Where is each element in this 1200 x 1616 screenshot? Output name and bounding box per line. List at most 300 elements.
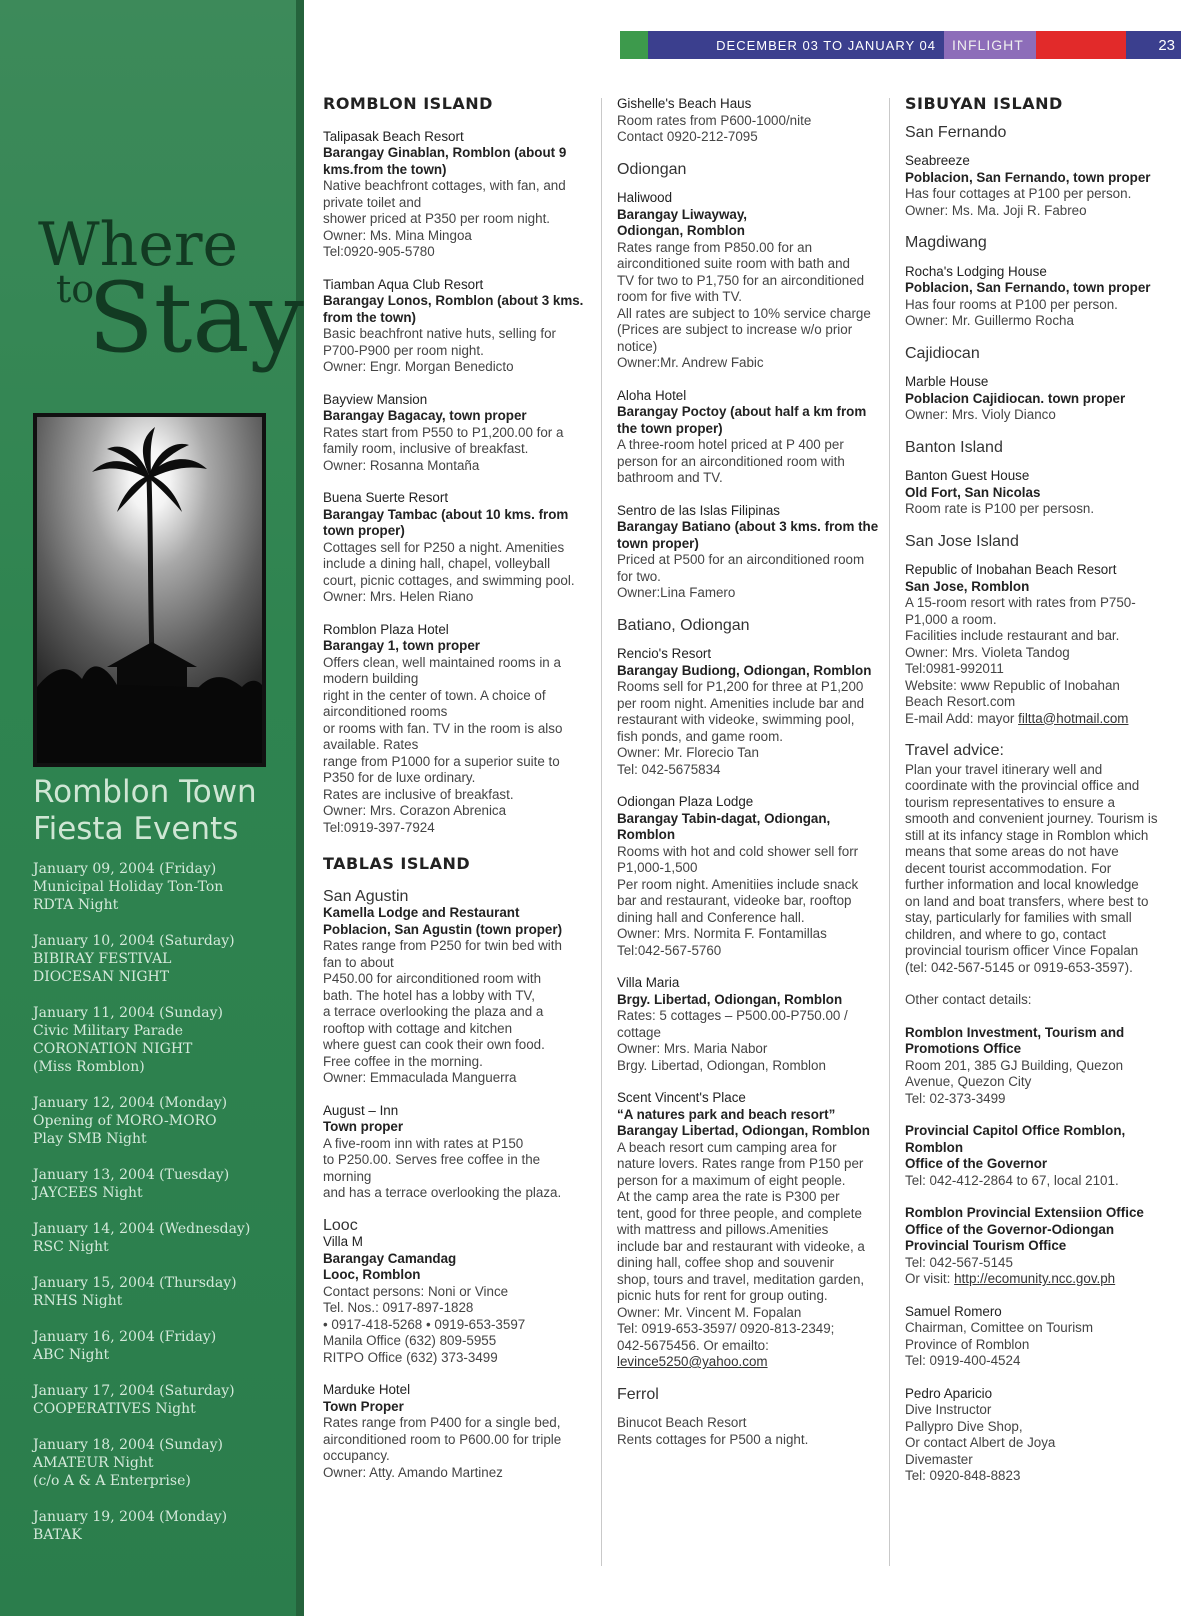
advice-line: provincial tourism officer Vince Fopalan	[905, 943, 1139, 958]
event-description: RDTA Night	[33, 897, 119, 913]
san-agustin-heading: San Agustin	[323, 887, 409, 905]
listing-detail: cottage	[617, 1024, 661, 1040]
listing-detail: Tel: 042-5675834	[617, 761, 721, 777]
event-description: Civic Military Parade	[33, 1023, 184, 1039]
listing-address: kms.from the town)	[323, 161, 447, 177]
listing-detail: Free coffee in the morning.	[323, 1053, 483, 1069]
listing-detail: Has four cottages at P100 per person.	[905, 186, 1132, 201]
sidebar-stripe	[296, 0, 304, 1616]
listing-detail: fish ponds, and game room.	[617, 728, 783, 744]
listing-name: Villa M	[323, 1234, 363, 1249]
listing-detail: Tel:0919-397-7924	[323, 819, 435, 835]
listing-detail: Tel: 0920-848-8823	[905, 1468, 1021, 1483]
fiesta-events-title	[33, 774, 293, 848]
tablas-island-heading: TABLAS ISLAND	[323, 854, 471, 873]
listing-link-line	[617, 1354, 889, 1371]
listing-detail: person for a maximum of eight people.	[617, 1172, 846, 1188]
where-to-stay-title	[38, 210, 304, 405]
listing-detail: to P250.00. Serves free coffee in the morning	[323, 1152, 541, 1184]
listing-detail: Owner: Atty. Amando Martinez	[323, 1464, 503, 1480]
advice-line: coordinate with the provincial office and	[905, 778, 1140, 793]
listing-detail: Rents cottages for P500 a night.	[617, 1431, 809, 1447]
event-description: RSC Night	[33, 1239, 109, 1255]
listing-entry	[617, 190, 889, 372]
listing-detail: Brgy. Libertad, Odiongan, Romblon	[617, 1057, 826, 1073]
listing-entry	[905, 468, 1177, 518]
listing-address: Town Proper	[323, 1398, 404, 1414]
listing-address: Kamella Lodge and Restaurant	[323, 905, 520, 920]
event-description: BATAK	[33, 1527, 82, 1543]
advice-line: stay, particularly for families with small	[905, 910, 1132, 925]
listing-address: Provincial Capitol Office Romblon,	[905, 1123, 1126, 1138]
fiesta-title-line1: Romblon Town	[33, 774, 257, 810]
listing-name: Pedro Aparicio	[905, 1385, 993, 1401]
listing-detail: Tel. Nos.: 0917-897-1828	[323, 1300, 474, 1315]
listing-detail: Tel: 042-567-5145	[905, 1254, 1013, 1270]
listing-detail: Owner: Mr. Florecio Tan	[617, 745, 759, 760]
column-1	[323, 96, 591, 1497]
listing-name: Villa Maria	[617, 975, 680, 990]
event-description: DIOCESAN NIGHT	[33, 969, 170, 985]
advice-line: further information and local knowledge	[905, 877, 1139, 892]
listing-detail: bathroom and TV.	[617, 470, 723, 485]
listing-entry	[905, 562, 1177, 727]
listing-detail: Binucot Beach Resort	[617, 1415, 747, 1430]
listing-detail: court, picnic cottages, and swimming pool.	[323, 572, 575, 588]
listing-name: Seabreeze	[905, 153, 970, 168]
listing-detail: include bar and restaurant with videoke, a	[617, 1238, 865, 1254]
listing-detail: Owner: Mr. Guillermo Rocha	[905, 313, 1074, 328]
listing-detail: bar and restaurant, videoke bar, rooftop	[617, 893, 852, 908]
listing-name: Tiamban Aqua Club Resort	[323, 276, 484, 292]
listing-detail: Or contact Albert de Joya	[905, 1435, 1056, 1450]
listing-entry	[905, 1386, 1177, 1485]
other-contacts-label: Other contact details:	[905, 992, 1032, 1007]
listing-detail: Offers clean, well maintained rooms in a	[323, 654, 561, 670]
listing-detail: Manila Office (632) 809-5955	[323, 1333, 497, 1348]
listing-detail: Contact persons: Noni or Vince	[323, 1283, 509, 1299]
listing-address: Poblacion, San Agustin (town proper)	[323, 921, 563, 937]
listing-name: Odiongan Plaza Lodge	[617, 794, 754, 809]
listing-detail: Owner: Mrs. Corazon Abrenica	[323, 803, 507, 818]
listing-detail: Per room night. Amenitiies include snack	[617, 876, 859, 892]
listing-detail: Rooms sell for P1,200 for three at P1,200	[617, 679, 864, 694]
listing-detail: Owner: Mrs. Maria Nabor	[617, 1041, 768, 1056]
event-date: January 16, 2004 (Friday)	[33, 1329, 217, 1345]
listing-address: Barangay Poctoy (about half a km from	[617, 404, 867, 419]
listing-detail: Owner: Rosanna Montaña	[323, 457, 480, 473]
san-fernando-entries	[905, 153, 1177, 219]
cajidiocan-heading: Cajidiocan	[905, 344, 980, 362]
ferrol-heading: Ferrol	[617, 1385, 659, 1403]
listing-detail: range from P1000 for a superior suite to	[323, 753, 560, 769]
listing-name: Buena Suerte Resort	[323, 490, 449, 505]
listing-detail: Rooms with hot and cold shower sell forr	[617, 843, 859, 859]
listing-address: the town proper)	[617, 420, 723, 436]
listing-detail: tent, good for three people, and complete	[617, 1205, 862, 1221]
listing-link-line	[905, 1271, 1177, 1288]
listing-detail: shower priced at P350 per room night.	[323, 211, 551, 226]
magdiwang-entries	[905, 264, 1177, 330]
listing-name: Rocha's Lodging House	[905, 263, 1047, 279]
listing-detail: Cottages sell for P250 a night. Amenities	[323, 539, 565, 555]
listing-address: “A natures park and beach resort”	[617, 1106, 836, 1122]
listing-detail: Divemaster	[905, 1451, 973, 1467]
listing-name: Aloha Hotel	[617, 387, 687, 403]
listing-detail: airconditioned room to P600.00 for triple	[323, 1431, 562, 1447]
listing-detail: P700-P900 per room night.	[323, 342, 484, 358]
listing-address: Office of the Governor	[905, 1156, 1048, 1171]
listing-detail: Rates range from P250 for twin bed with	[323, 938, 562, 953]
listing-entry	[617, 1090, 889, 1371]
listing-address: Barangay Ginablan, Romblon (about 9	[323, 145, 567, 160]
listing-name: Marduke Hotel	[323, 1382, 411, 1397]
looc-entries	[323, 1234, 591, 1481]
listing-detail: Priced at P500 for an airconditioned room	[617, 552, 865, 567]
advice-line: children, and where to go, contact	[905, 926, 1106, 942]
listing-detail: person for an airconditioned room with	[617, 453, 845, 469]
listing-name: August – Inn	[323, 1102, 399, 1118]
listing-detail: (Prices are subject to increase w/o prior notice)	[617, 322, 853, 354]
listing-entry	[905, 1123, 1177, 1189]
listing-entry	[323, 392, 591, 475]
listing-detail: Room rates from P600-1000/nite	[617, 112, 812, 128]
fiesta-event	[33, 1004, 295, 1076]
advice-line: tourism representatives to ensure a	[905, 794, 1115, 810]
odiongan-entries	[617, 190, 889, 602]
banton-heading: Banton Island	[905, 438, 1003, 456]
column-2	[617, 96, 889, 1464]
listing-link-line	[905, 711, 1177, 728]
event-date: January 17, 2004 (Saturday)	[33, 1383, 235, 1399]
contact-entries	[905, 1025, 1177, 1485]
listing-entry	[617, 388, 889, 487]
event-description: Play SMB Night	[33, 1131, 147, 1147]
event-date: January 09, 2004 (Friday)	[33, 861, 217, 877]
romblon-island-heading: ROMBLON ISLAND	[323, 94, 493, 113]
listing-detail: Owner: Mr. Vincent M. Fopalan	[617, 1304, 802, 1320]
listing-entry	[323, 622, 591, 837]
listing-detail: airconditioned rooms	[323, 704, 448, 719]
header-magazine-name: INFLIGHT	[944, 31, 1036, 59]
listing-address: Barangay Tambac (about 10 kms. from	[323, 506, 569, 522]
listing-entry	[905, 264, 1177, 330]
listing-detail: per room night. Amenities include bar and	[617, 695, 865, 711]
listing-address: Romblon	[617, 827, 676, 842]
event-description: RNHS Night	[33, 1293, 123, 1309]
link-prefix: E-mail Add: mayor	[905, 710, 1019, 726]
listing-entry	[905, 374, 1177, 424]
advice-line: decent tourist accommodation. For	[905, 860, 1112, 876]
fiesta-event	[33, 1436, 295, 1490]
advice-line: on land and boat transfers, where best to	[905, 893, 1149, 909]
listing-entry	[905, 1025, 1177, 1108]
listing-address: Barangay Lonos, Romblon (about 3 kms.	[323, 293, 584, 308]
odiongan-heading: Odiongan	[617, 160, 687, 178]
page-header-bar	[620, 31, 1181, 59]
listing-detail: At the camp area the rate is P300 per	[617, 1189, 840, 1204]
listing-address: Old Fort, San Nicolas	[905, 484, 1041, 500]
listing-address: Office of the Governor-Odiongan	[905, 1221, 1115, 1237]
listing-name: Samuel Romero	[905, 1303, 1002, 1319]
listing-detail: Owner: Ms. Mina Mingoa	[323, 227, 472, 243]
fiesta-event	[33, 932, 295, 986]
listing-entry	[323, 277, 591, 376]
advice-line: (tel: 042-567-5145 or 0919-653-3597).	[905, 959, 1133, 975]
listing-detail: P1,000 a room.	[905, 611, 997, 627]
listing-detail: Owner: Mrs. Helen Riano	[323, 589, 474, 604]
listing-detail: Rates are inclusive of breakfast.	[323, 786, 514, 802]
listing-address: Barangay Liwayway,	[617, 206, 747, 222]
column-divider	[889, 98, 890, 1566]
listing-name: Republic of Inobahan Beach Resort	[905, 562, 1117, 577]
advice-line: still at its infancy stage in Romblon which	[905, 827, 1149, 843]
event-description: Opening of MORO-MORO	[33, 1113, 217, 1129]
listing-entry	[323, 490, 591, 606]
listing-detail: Owner:Lina Famero	[617, 585, 736, 600]
listing-detail: Owner: Ms. Ma. Joji R. Fabreo	[905, 202, 1087, 218]
listing-detail: A five-room inn with rates at P150	[323, 1135, 524, 1151]
listing-detail: private toilet and	[323, 194, 422, 210]
listing-detail: Tel: 02-373-3499	[905, 1090, 1006, 1106]
event-date: January 14, 2004 (Wednesday)	[33, 1221, 251, 1237]
listing-detail: Owner: Mrs. Violy Dianco	[905, 407, 1056, 422]
ferrol-entries	[617, 1415, 889, 1448]
advice-line: Plan your travel itinerary well and	[905, 761, 1103, 777]
fiesta-event	[33, 1274, 295, 1310]
listing-detail: right in the center of town. A choice of	[323, 687, 546, 703]
listing-detail: Room 201, 385 GJ Building, Quezon	[905, 1057, 1124, 1073]
listing-detail: Native beachfront cottages, with fan, and	[323, 178, 566, 193]
listing-detail: airconditioned suite room with bath and	[617, 256, 850, 271]
event-date: January 18, 2004 (Sunday)	[33, 1437, 223, 1453]
sidebar	[0, 0, 304, 1616]
listing-detail: Rates start from P550 to P1,200.00 for a	[323, 424, 564, 440]
palm-tree-photo	[33, 413, 266, 767]
listing-detail: Owner: Mrs. Violeta Tandog	[905, 644, 1070, 660]
link-prefix: Or visit:	[905, 1271, 955, 1286]
listing-detail: A beach resort cum camping area for	[617, 1139, 837, 1155]
listing-detail: Tel:042-567-5760	[617, 942, 722, 958]
listing-name: Rencio's Resort	[617, 646, 712, 661]
event-description: CORONATION NIGHT	[33, 1041, 193, 1057]
listing-address: Romblon	[905, 1139, 964, 1155]
column-3	[905, 96, 1177, 1501]
advice-line: means that some areas do not have	[905, 844, 1119, 859]
listing-address: town proper)	[617, 535, 699, 551]
listing-detail: A 15-room resort with rates from P750-	[905, 595, 1136, 610]
listing-detail: Owner: Emmaculada Manguerra	[323, 1070, 517, 1085]
listing-entry	[905, 153, 1177, 219]
listing-detail: with mattress and pillows.Amenities	[617, 1222, 829, 1237]
event-description: (c/o A & A Enterprise)	[33, 1473, 191, 1489]
event-description: AMATEUR Night	[33, 1455, 154, 1471]
listing-detail: bath. The hotel has a lobby with TV,	[323, 987, 535, 1003]
listing-entry	[905, 1304, 1177, 1370]
listing-address: Town proper	[323, 1119, 404, 1134]
fiesta-title-line2: Fiesta Events	[33, 811, 239, 847]
listing-address: Odiongan, Romblon	[617, 223, 745, 238]
san-agustin-entries	[323, 905, 591, 1202]
listing-detail: P350 for de luxe ordinary.	[323, 770, 476, 785]
listing-detail: P1,000-1,500	[617, 860, 698, 875]
listing-detail: fan to about	[323, 954, 394, 970]
listing-address: Romblon Investment, Tourism and	[905, 1024, 1125, 1040]
magdiwang-heading: Magdiwang	[905, 234, 987, 251]
event-description: Municipal Holiday Ton-Ton	[33, 879, 224, 895]
listing-name: Banton Guest House	[905, 468, 1030, 483]
listing-detail: where guest can cook their own food.	[323, 1037, 545, 1052]
fiesta-event	[33, 860, 295, 914]
palm-tree-image	[37, 417, 262, 763]
listing-entry	[323, 129, 591, 261]
listing-name: Bayview Mansion	[323, 391, 428, 407]
listing-address: town proper)	[323, 523, 405, 538]
fiesta-event	[33, 1508, 295, 1544]
listing-detail: 042-5675456. Or emailto:	[617, 1337, 769, 1353]
listing-detail: for two.	[617, 568, 661, 584]
listing-detail: RITPO Office (632) 373-3499	[323, 1349, 498, 1365]
listing-address: Barangay 1, town proper	[323, 638, 481, 653]
listing-detail: shop, tours and travel, meditation garden,	[617, 1271, 865, 1287]
listing-detail: All rates are subject to 10% service charge	[617, 305, 871, 321]
banton-entries	[905, 468, 1177, 518]
event-description: BIBIRAY FESTIVAL	[33, 951, 172, 967]
listing-detail: modern building	[323, 671, 419, 686]
listing-name: Marble House	[905, 374, 989, 389]
listing-entry	[323, 1234, 591, 1366]
listing-detail: Contact 0920-212-7095	[617, 129, 758, 144]
listing-detail: Owner: Mrs. Normita F. Fontamillas	[617, 926, 827, 941]
listing-detail: Rates range from P400 for a single bed,	[323, 1415, 561, 1430]
title-where: Where	[38, 210, 239, 280]
listing-entry	[617, 794, 889, 959]
fiesta-event	[33, 1328, 295, 1364]
event-description: COOPERATIVES Night	[33, 1401, 196, 1417]
listing-entry	[617, 503, 889, 602]
listing-address: Barangay Tabin-dagat, Odiongan,	[617, 810, 831, 826]
listing-detail: restaurant with videoke, swimming pool,	[617, 712, 855, 727]
page-number: 23	[1126, 31, 1181, 59]
title-to: to	[56, 267, 95, 311]
event-date: January 12, 2004 (Monday)	[33, 1095, 228, 1111]
batiano-heading: Batiano, Odiongan	[617, 616, 750, 634]
listing-detail: Beach Resort.com	[905, 694, 1016, 709]
listing-address: Brgy. Libertad, Odiongan, Romblon	[617, 991, 843, 1007]
listing-entry	[905, 1205, 1177, 1288]
listing-entry	[323, 1382, 591, 1481]
listing-detail: Owner: Engr. Morgan Benedicto	[323, 359, 514, 374]
header-green-block	[620, 31, 648, 59]
listing-name: Scent Vincent's Place	[617, 1090, 746, 1105]
fiesta-event	[33, 1382, 295, 1418]
listing-address: Looc, Romblon	[323, 1267, 421, 1282]
listing-detail: P450.00 for airconditioned room with	[323, 971, 542, 986]
listing-detail: Tel: 042-412-2864 to 67, local 2101.	[905, 1172, 1119, 1188]
romblon-entries	[323, 129, 591, 837]
listing-detail: Dive Instructor	[905, 1402, 992, 1417]
event-date: January 10, 2004 (Saturday)	[33, 933, 235, 949]
listing-address: Barangay Libertad, Odiongan, Romblon	[617, 1123, 870, 1138]
sibuyan-island-heading: SIBUYAN ISLAND	[905, 94, 1063, 113]
listing-detail: Rates range from P850.00 for an	[617, 239, 813, 255]
listing-detail: nature lovers. Rates range from P150 per	[617, 1156, 864, 1171]
listing-name: Talipasak Beach Resort	[323, 128, 464, 144]
listing-detail: Tel: 0919-400-4524	[905, 1353, 1021, 1368]
listing-detail: dining hall, coffee shop and souvenir	[617, 1255, 835, 1270]
listing-detail: Tel: 0919-653-3597/ 0920-813-2349;	[617, 1321, 835, 1336]
listing-detail: A three-room hotel priced at P 400 per	[617, 437, 844, 452]
listing-address: Promotions Office	[905, 1041, 1022, 1056]
cajidiocan-entries	[905, 374, 1177, 424]
listing-entry	[617, 646, 889, 778]
event-date: January 13, 2004 (Tuesday)	[33, 1167, 230, 1183]
listing-address: from the town)	[323, 309, 416, 325]
contact-link[interactable]: http://ecomunity.ncc.gov.ph	[954, 1271, 1116, 1286]
listing-entry	[323, 1103, 591, 1202]
listing-detail: Chairman, Comittee on Tourism	[905, 1320, 1094, 1335]
listing-detail: Has four rooms at P100 per person.	[905, 296, 1118, 312]
listing-detail: Basic beachfront native huts, selling for	[323, 326, 556, 341]
san-jose-entries	[905, 562, 1177, 727]
fiesta-event	[33, 1166, 295, 1202]
listing-name: Romblon Plaza Hotel	[323, 621, 449, 637]
listing-name: Haliwood	[617, 190, 673, 205]
listing-detail: Tel:0981-992011	[905, 661, 1004, 676]
listing-detail: Pallypro Dive Shop,	[905, 1418, 1023, 1434]
event-description: ABC Night	[33, 1347, 110, 1363]
listing-address: Barangay Batiano (about 3 kms. from the	[617, 519, 879, 534]
listing-detail: Province of Romblon	[905, 1336, 1030, 1352]
listing-name: Sentro de las Islas Filipinas	[617, 502, 780, 518]
listing-entry	[617, 1415, 889, 1448]
listing-entry	[617, 96, 889, 146]
listing-detail: • 0917-418-5268 • 0919-653-3597	[323, 1316, 526, 1332]
event-description: (Miss Romblon)	[33, 1059, 145, 1075]
contact-link[interactable]: filtta@hotmail.com	[1018, 710, 1129, 726]
header-red-block	[1036, 31, 1126, 59]
title-stay: Stay	[88, 262, 304, 374]
listing-detail: Avenue, Quezon City	[905, 1074, 1032, 1089]
fiesta-events-list	[33, 860, 295, 1562]
event-date: January 19, 2004 (Monday)	[33, 1509, 228, 1525]
top-entries	[617, 96, 889, 146]
travel-advice-heading: Travel advice:	[905, 742, 1004, 759]
listing-address: San Jose, Romblon	[905, 578, 1030, 594]
san-fernando-heading: San Fernando	[905, 123, 1007, 141]
event-description: JAYCEES Night	[33, 1185, 143, 1201]
event-date: January 11, 2004 (Sunday)	[33, 1005, 223, 1021]
listing-entry	[323, 905, 591, 1087]
listing-detail: a terrace overlooking the plaza and a	[323, 1004, 544, 1019]
listing-detail: TV for two to P1,750 for an airconditioned	[617, 272, 865, 288]
travel-advice-text	[905, 762, 1177, 977]
listing-detail: Room rate is P100 per persosn.	[905, 501, 1095, 516]
listing-entry	[617, 975, 889, 1074]
listing-address: Romblon Provincial Extensiion Office	[905, 1205, 1144, 1220]
listing-detail: Facilities include restaurant and bar.	[905, 628, 1120, 643]
fiesta-event	[33, 1220, 295, 1256]
listing-address: Barangay Bagacay, town proper	[323, 408, 527, 423]
listing-detail: or rooms with fan. TV in the room is also	[323, 720, 563, 736]
listing-detail: Website: www Republic of Inobahan	[905, 677, 1120, 693]
listing-address: Poblacion, San Fernando, town proper	[905, 169, 1151, 185]
listing-address: Poblacion, San Fernando, town proper	[905, 280, 1151, 295]
listing-detail: dining hall and Conference hall.	[617, 909, 805, 925]
listing-detail: occupancy.	[323, 1448, 390, 1463]
contact-link[interactable]: levince5250@yahoo.com	[617, 1354, 768, 1369]
listing-name: Gishelle's Beach Haus	[617, 96, 752, 111]
